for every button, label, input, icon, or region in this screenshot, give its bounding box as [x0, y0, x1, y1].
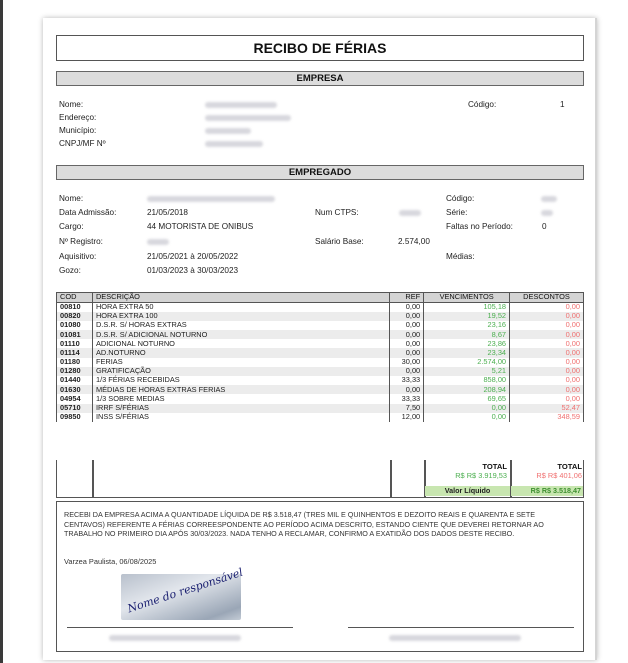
cell-venc: 69,65: [424, 394, 510, 403]
cell-desc: 0,00: [510, 348, 584, 357]
cargo-label: Cargo:: [59, 222, 84, 231]
cell-descricao: IRRF S/FÉRIAS: [92, 404, 389, 413]
cell-cod: 09850: [57, 413, 93, 422]
empregado-codigo-label: Código:: [446, 194, 475, 203]
total-desc-label: TOTAL: [557, 462, 582, 471]
empresa-endereco-label: Endereço:: [59, 113, 97, 122]
redacted-empresa-nome: [205, 102, 277, 108]
cell-venc: 23,34: [424, 348, 510, 357]
cell-cod: 00820: [57, 312, 93, 321]
table-row: [57, 385, 584, 394]
col-ref: REF: [390, 293, 424, 303]
total-descontos: R$ R$ 401,06: [536, 471, 582, 480]
cell-desc: 0,00: [510, 385, 584, 394]
cell-cod: 01080: [57, 321, 93, 330]
total-venc-label: TOTAL: [482, 462, 507, 471]
cell-venc: 0,00: [424, 404, 510, 413]
cell-cod: 01114: [57, 348, 93, 357]
cell-venc: 5,21: [424, 367, 510, 376]
cell-venc: 105,18: [424, 303, 510, 312]
cell-ref: 7,50: [390, 404, 424, 413]
empresa-codigo-label: Código:: [468, 100, 497, 109]
empresa-header: EMPRESA: [56, 71, 584, 86]
aquisitivo-value: 21/05/2021 à 20/05/2022: [147, 252, 239, 261]
redacted-empregado-nome: [147, 196, 275, 202]
cell-descricao: HORA EXTRA 100: [92, 312, 389, 321]
cell-ref: 0,00: [390, 312, 424, 321]
empresa-municipio-label: Município:: [59, 126, 97, 135]
cell-ref: 0,00: [390, 348, 424, 357]
cell-descricao: INSS S/FÉRIAS: [92, 413, 389, 422]
table-row: [57, 330, 584, 339]
cell-descricao: MÉDIAS DE HORAS EXTRAS FERIAS: [92, 385, 389, 394]
cell-venc: 858,00: [424, 376, 510, 385]
col-descricao: DESCRIÇÃO: [92, 293, 389, 303]
employee-signature-line: [348, 627, 574, 628]
cell-venc: 2.574,00: [424, 358, 510, 367]
redacted-employer-signer: [109, 635, 241, 641]
cell-venc: 23,86: [424, 339, 510, 348]
cell-cod: 01440: [57, 376, 93, 385]
cell-desc: 0,00: [510, 330, 584, 339]
gozo-label: Gozo:: [59, 266, 81, 275]
table-row: [57, 413, 584, 422]
faltas-value: 0: [542, 222, 547, 231]
empregado-header: EMPREGADO: [56, 165, 584, 180]
aquisitivo-label: Aquisitivo:: [59, 252, 97, 261]
signature-text: Nome do responsável: [125, 565, 245, 616]
cell-descricao: D.S.R. S/ HORAS EXTRAS: [92, 321, 389, 330]
redacted-employee-signer: [389, 635, 521, 641]
cell-descricao: FERIAS: [92, 358, 389, 367]
cell-descricao: 1/3 FÉRIAS RECEBIDAS: [92, 376, 389, 385]
cell-ref: 30,00: [390, 358, 424, 367]
gozo-value: 01/03/2023 à 30/03/2023: [147, 266, 239, 275]
col-descontos: DESCONTOS: [510, 293, 584, 303]
cell-desc: 0,00: [510, 358, 584, 367]
cell-ref: 0,00: [390, 367, 424, 376]
cell-desc: 0,00: [510, 394, 584, 403]
cell-venc: 8,67: [424, 330, 510, 339]
salario-value: 2.574,00: [398, 237, 430, 246]
cell-cod: 01630: [57, 385, 93, 394]
declaration-box: [56, 501, 584, 652]
cell-desc: 0,00: [510, 339, 584, 348]
declaration-text: RECEBI DA EMPRESA ACIMA A QUANTIDADE LÍQUIDA DE R$ 3.518,47 (TRES MIL E QUINHENTOS E DEZOITO REAIS E QUARENTA E SETE CENTAVOS) REFERENTE A FÉRIAS CORREESPONDENTE AO PERÍODO ACIMA DESCRITO, ESTANDO CIENTE QUE DEVEREI RETORNAR AO TRABALHO NO PRIMEIRO DIA APÓS 30/03/2023. NADA TENHO A RECLAMAR, CONFIRMO A EXATIDÃO DOS DADOS DESTE RECIBO.: [64, 510, 544, 539]
employer-signature-line: [67, 627, 293, 628]
empresa-codigo-value: 1: [560, 100, 565, 109]
salario-label: Salário Base:: [315, 237, 364, 246]
cell-desc: 0,00: [510, 376, 584, 385]
cell-cod: 00810: [57, 303, 93, 312]
cell-ref: 33,33: [390, 376, 424, 385]
cell-cod: 05710: [57, 404, 93, 413]
cell-desc: 0,00: [510, 367, 584, 376]
cell-descricao: D.S.R. S/ ADICIONAL NOTURNO: [92, 330, 389, 339]
cell-ref: 0,00: [390, 321, 424, 330]
redacted-ctps: [399, 210, 421, 216]
registro-label: Nº Registro:: [59, 237, 103, 246]
serie-label: Série:: [446, 208, 468, 217]
cell-venc: 23,16: [424, 321, 510, 330]
page-title: RECIBO DE FÉRIAS: [56, 35, 584, 61]
cell-descricao: ADICIONAL NOTURNO: [92, 339, 389, 348]
table-row: [57, 376, 584, 385]
col-cod: COD: [57, 293, 93, 303]
receipt-page: [43, 18, 597, 660]
cell-ref: 0,00: [390, 330, 424, 339]
redacted-empresa-cnpj: [205, 141, 263, 147]
cell-descricao: HORA EXTRA 50: [92, 303, 389, 312]
cell-ref: 33,33: [390, 394, 424, 403]
redacted-empregado-codigo: [541, 196, 557, 202]
cell-venc: 0,00: [424, 413, 510, 422]
cell-cod: 01280: [57, 367, 93, 376]
cell-ref: 12,00: [390, 413, 424, 422]
empresa-cnpj-label: CNPJ/MF Nº: [59, 139, 106, 148]
cell-descricao: GRATIFICAÇÃO: [92, 367, 389, 376]
ctps-label: Num CTPS:: [315, 208, 359, 217]
empregado-nome-label: Nome:: [59, 194, 84, 203]
redacted-empresa-endereco: [205, 115, 291, 121]
valor-liquido-label: Valor Líquido: [425, 486, 510, 496]
cell-descricao: 1/3 SOBRE MEDIAS: [92, 394, 389, 403]
cell-desc: 0,00: [510, 303, 584, 312]
empresa-nome-label: Nome:: [59, 100, 84, 109]
col-vencimentos: VENCIMENTOS: [424, 293, 510, 303]
cell-descricao: AD.NOTURNO: [92, 348, 389, 357]
signature-image: [121, 565, 245, 620]
cell-cod: 01180: [57, 358, 93, 367]
table-row: [57, 321, 584, 330]
cell-ref: 0,00: [390, 385, 424, 394]
totals-divider-1: [92, 460, 94, 498]
cell-ref: 0,00: [390, 339, 424, 348]
cell-desc: 0,00: [510, 312, 584, 321]
cell-cod: 04954: [57, 394, 93, 403]
cell-venc: 208,94: [424, 385, 510, 394]
medias-label: Médias:: [446, 252, 475, 261]
admissao-label: Data Admissão:: [59, 208, 117, 217]
admissao-value: 21/05/2018: [147, 208, 188, 217]
cell-desc: 348,59: [510, 413, 584, 422]
totals-divider-2: [390, 460, 392, 498]
cell-venc: 19,52: [424, 312, 510, 321]
redacted-serie: [541, 210, 553, 216]
total-vencimentos: R$ R$ 3.919,53: [455, 471, 507, 480]
redacted-registro: [147, 239, 169, 245]
cell-cod: 01081: [57, 330, 93, 339]
cell-cod: 01110: [57, 339, 93, 348]
valor-liquido-value: R$ R$ 3.518,47: [511, 486, 583, 496]
cargo-value: 44 MOTORISTA DE ONIBUS: [147, 222, 254, 231]
cell-ref: 0,00: [390, 303, 424, 312]
cell-desc: 52,47: [510, 404, 584, 413]
place-date: Varzea Paulista, 06/08/2025: [64, 557, 157, 566]
faltas-label: Faltas no Período:: [446, 222, 513, 231]
redacted-empresa-municipio: [205, 128, 251, 134]
cell-desc: 0,00: [510, 321, 584, 330]
earnings-table: [56, 292, 584, 422]
